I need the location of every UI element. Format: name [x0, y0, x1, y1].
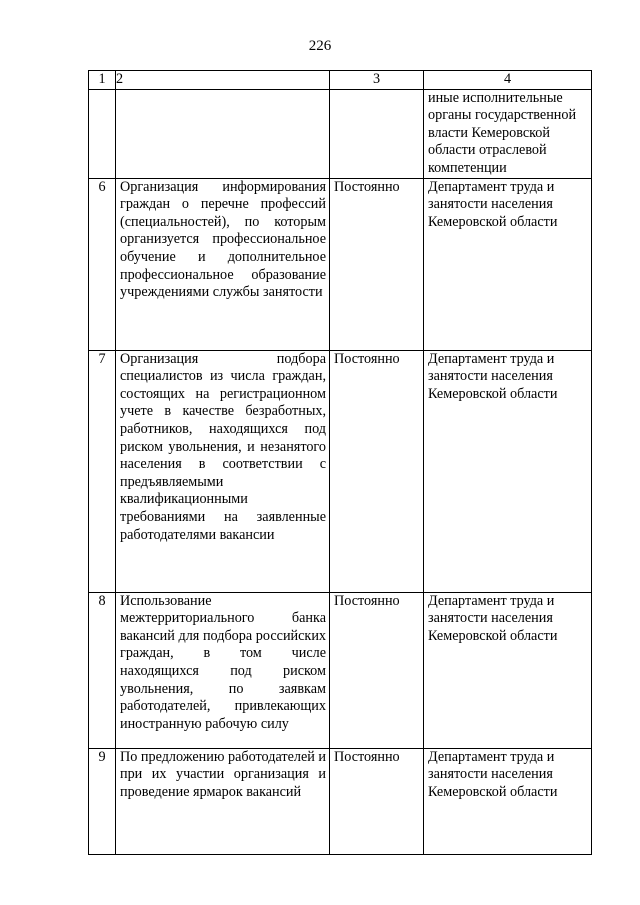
page-number: 226	[308, 38, 332, 54]
row-number-cell: 7	[89, 350, 116, 592]
table-header-row	[89, 71, 592, 90]
table-row	[89, 178, 592, 350]
row-number-cell: 8	[89, 592, 116, 748]
column-header-1: 1	[89, 71, 116, 90]
row-description-cell: По предложению работодателей и при их участии организация и проведение ярмарок вакансий	[116, 748, 330, 854]
row-responsible-cell: Департамент труда и занятости населения Кемеровской области	[424, 748, 592, 854]
row-number-cell: 9	[89, 748, 116, 854]
measures-table	[88, 70, 592, 855]
row-number-cell: 6	[89, 178, 116, 350]
table-row	[89, 592, 592, 748]
row-responsible-cell: иные исполнительные органы государственной власти Кемеровской области отраслевой компетенции	[424, 89, 592, 178]
row-term-cell: Постоянно	[330, 178, 424, 350]
row-description-cell: Использование межтерриториального банка вакансий для подбора российских граждан, в том числе находящихся под риском увольнения, по заявкам работодателей, привлекающих иностранную рабочую силу	[116, 592, 330, 748]
row-number-cell	[89, 89, 116, 178]
row-description-cell: Организация информирования граждан о перечне профессий (специальностей), по которым организуется профессиональное обучение и дополнительное профессиональное образование учреждениями службы занятости	[116, 178, 330, 350]
column-header-2: 2	[116, 71, 330, 90]
row-responsible-cell: Департамент труда и занятости населения Кемеровской области	[424, 178, 592, 350]
row-responsible-cell: Департамент труда и занятости населения Кемеровской области	[424, 592, 592, 748]
table-row	[89, 350, 592, 592]
row-term-cell: Постоянно	[330, 592, 424, 748]
row-term-cell	[330, 89, 424, 178]
row-description-cell	[116, 89, 330, 178]
column-header-3: 3	[330, 71, 424, 90]
row-responsible-cell: Департамент труда и занятости населения Кемеровской области	[424, 350, 592, 592]
row-term-cell: Постоянно	[330, 748, 424, 854]
table-row-continuation	[89, 89, 592, 178]
row-term-cell: Постоянно	[330, 350, 424, 592]
column-header-4: 4	[424, 71, 592, 90]
table-row	[89, 748, 592, 854]
row-description-cell: Организация подбора специалистов из числа граждан, состоящих на регистрационном учете в качестве безработных, работников, находящихся под риском увольнения, и незанятого населения в соответствии с предъявляемыми квалификационными требованиями на заявленные работодателями вакансии	[116, 350, 330, 592]
